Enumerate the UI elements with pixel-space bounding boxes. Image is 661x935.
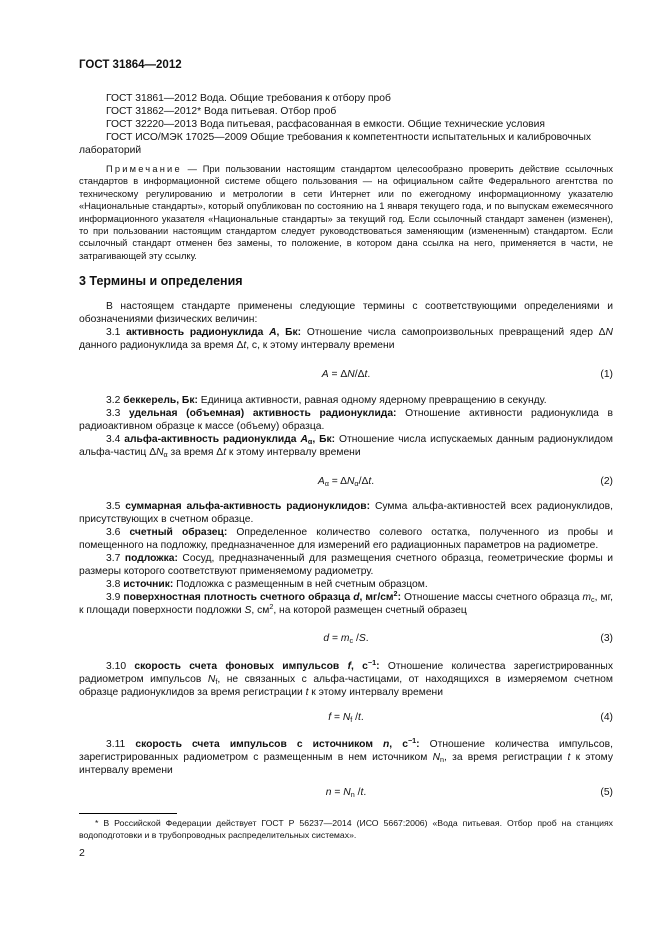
- standards-list-item: ГОСТ 32220—2013 Вода питьевая, расфасованная в емкости. Общие технические условия: [106, 119, 545, 130]
- note-block: [79, 163, 613, 262]
- term-3-8: 3.8 источник: Подложка с размещенным в ней счетным образцом.: [106, 579, 428, 590]
- note-text: — При пользовании настоящим стандартом целесообразно проверить действие ссылочных стандартов в информационной системе общего пользования — на официальном сайте Федерального агентства по техническому регулированию и метрологии в сети Интернет или по ежегодному информационному указателю «Национальные стандарты», который опубликован по состоянию на 1 января текущего года, и по выпускам ежемесячного информационного указателя «Национальные стандарты» за текущий год. Если ссылочный стандарт заменен (изменен), то при пользовании настоящим стандартом следует руководствоваться заменяющим (измененным) стандартом. Если ссылочный стандарт отменен без замены, то положение, в котором дана ссылка на него, применяется в части, не затрагивающей эту ссылку.: [79, 164, 613, 261]
- document-header: ГОСТ 31864—2012: [79, 59, 182, 71]
- equation-number: (5): [600, 787, 613, 798]
- equation-formula: $f = N_f$ /t.: [328, 712, 364, 724]
- equation-number: (2): [600, 476, 613, 487]
- footnote-text: * В Российской Федерации действует ГОСТ Р 56237—2014 (ИСО 5667:2006) «Вода питьевая. Отбор проб на станциях водоподготовки и в трубопроводных распределительных системах».: [79, 818, 613, 840]
- equation-number: (3): [600, 633, 613, 644]
- equation-number: (4): [600, 712, 613, 723]
- equation-number: (1): [600, 369, 613, 380]
- page-number: 2: [79, 847, 85, 859]
- term-3-3: 3.3 удельная (объемная) активность радионуклида: Отношение активности радионуклида в радиоактивном образце к массе (объему) образца.: [79, 408, 613, 432]
- term-3-4: 3.4 альфа-активность радионуклида $A_\alpha$, Бк: Отношение числа испускаемых данным радионуклидом альфа-частиц $\Delta N_\alpha$ за время Δt к этому интервалу времени: [79, 434, 613, 459]
- standards-list: [79, 92, 613, 157]
- section-body-term-11: [79, 738, 613, 777]
- equation-formula: $d = m_c$ /S.: [323, 633, 369, 645]
- section-body-terms-5-9: [79, 500, 613, 617]
- term-name: активность радионуклида A, Бк:: [126, 327, 302, 338]
- footnote: [79, 818, 613, 841]
- standards-list-item: ГОСТ 31862—2012* Вода питьевая. Отбор проб: [106, 106, 337, 117]
- equation-formula: $A_\alpha = \Delta N_\alpha/\Delta t$.: [317, 476, 375, 488]
- term-3-2: 3.2 беккерель, Бк: Единица активности, равная одному ядерному превращению в секунду.: [106, 395, 547, 406]
- section-body-term-10: [79, 660, 613, 699]
- intro-paragraph: В настоящем стандарте применены следующие термины с соответствующими определениями и обозначениями физических величин:: [79, 301, 613, 325]
- footnote-divider: [79, 813, 177, 814]
- term-3-7: 3.7 подложка: Сосуд, предназначенный для размещения счетного образца, геометрические формы и размеры которого соответствуют применяемому радиометру.: [79, 553, 613, 577]
- term-3-6: 3.6 счетный образец: Определенное количество солевого остатка, полученного из пробы и помещенного на подложку, предназначенное для измерений его радиационных параметров на радиометре.: [79, 527, 613, 551]
- section-body-terms-2-4: [79, 394, 613, 459]
- equation-formula: $n = N_n$ /t.: [325, 787, 367, 799]
- section-body-top: [79, 300, 613, 352]
- term-3-1: 3.1 активность радионуклида A, Бк: Отношение числа самопроизвольных превращений ядер ΔN данного радионуклида за время Δt, с, к этому интервалу времени: [79, 327, 613, 351]
- standards-list-item: ГОСТ 31861—2012 Вода. Общие требования к отбору проб: [106, 93, 391, 104]
- equation-formula: A = ΔN/Δt.: [321, 369, 371, 380]
- note-label: Примечание: [106, 164, 182, 174]
- term-3-11: 3.11 скорость счета импульсов с источником n, $с^{-1}$: Отношение количества импульсов, зарегистрированных радиометром с размещенным в нем источником $N_n$, за время регистрации t к этому интервалу времени: [79, 736, 613, 776]
- standards-list-item: ГОСТ ИСО/МЭК 17025—2009 Общие требования к компетентности испытательных и калибровочных лабораторий: [79, 132, 592, 156]
- term-3-10: 3.10 скорость счета фоновых импульсов f, $с^{-1}$: Отношение количества зарегистрированных радиометром импульсов $N_f$, не связанных с альфа-частицами, от находящихся в измеряемом счетном образце радионуклидов за время регистрации t к этому интервалу времени: [79, 658, 613, 698]
- term-3-9: 3.9 поверхностная плотность счетного образца d, $мг/см^2$: Отношение массы счетного образца $m_c$, мг, к площади поверхности подложки S, $см^2$, на которой размещен счетный образец: [79, 589, 613, 616]
- section-title: 3 Термины и определения: [79, 274, 243, 288]
- term-3-5: 3.5 суммарная альфа-активность радионуклидов: Сумма альфа-активностей всех радионуклидов, присутствующих в счетном образце.: [79, 501, 613, 525]
